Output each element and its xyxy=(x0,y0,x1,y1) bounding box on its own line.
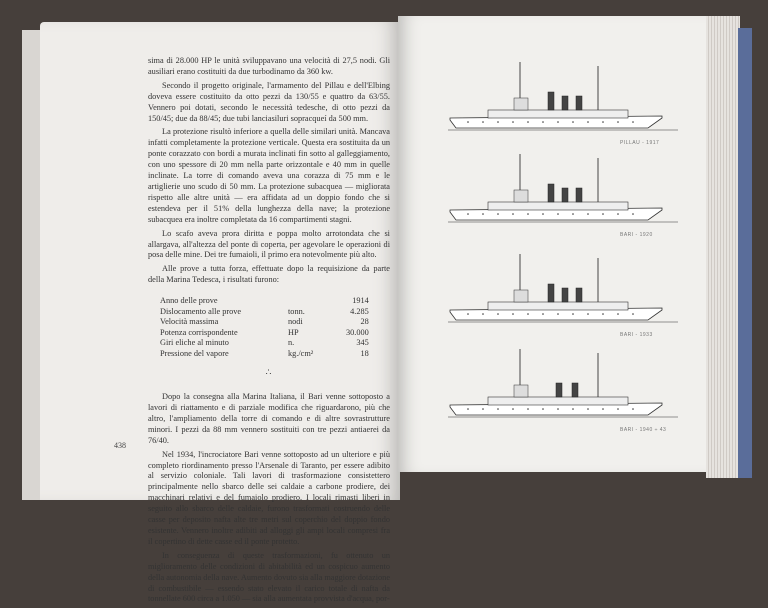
paragraph: sima di 28.000 HP le unità sviluppavano una velocità di 27,5 nodi. Gli ausiliari erano costituiti da due turbodinamo da 360 kw. xyxy=(148,56,390,76)
ship-profile-drawing xyxy=(448,58,688,138)
trial-unit: kg./cm² xyxy=(288,348,314,358)
book-cover-right xyxy=(738,28,752,478)
paragraph: La protezione risultò inferiore a quella delle similari unità. Mancava infatti completamente la protezione verticale. Questa era sostituita da un ponte corazzato con bordi a murata inclinati fin sotto al galleggiamento, con uno spessore di 20 mm nella parte orizzontale e 40 mm in quelle inclinate. La torre di comando aveva una corazza di 75 mm e le artiglierie uno scudo di 50 mm. La protezione subacquea — migliorata rispetto alle altre unità — era affidata ad un doppio fondo che si estendeva per il 51% della lunghezza della nave; la protezione subacquea era inoltre completata da 16 compartimenti stagni. xyxy=(148,127,390,224)
trials-row xyxy=(156,328,373,339)
paragraph: Dopo la consegna alla Marina Italiana, il Bari venne sottoposto a lavori di riattamento e di parziale modifica che riguardarono, più che altro, l'ampliamento della torre di comando e di altre sovrastrutture minori. I pezzi da 88 mm vennero sostituiti con tre pezzi antiaerei da 76/40. xyxy=(148,392,390,445)
trial-value: 1914 xyxy=(352,296,369,306)
trial-value: 30.000 xyxy=(346,327,369,337)
paragraph: Nel 1934, l'incrociatore Bari venne sottoposto ad un ulteriore e più completo riordinamento presso l'Arsenale di Taranto, per essere adibito al servizio coloniale. Tali lavori di trasformazione consistettero principalmente nello sbarco delle sei caldaie a carbone prodiere, dei macchinari relativi e del fumaiolo prodiero. I locali rimasti liberi in seguito allo sbarco delle caldaie, furono trasformati costruendo delle casse per deposito nafta alte tre metri sul coperchio del doppio fondo esistente. Vennero inoltre adibiti ad alloggi gli ampi locali compresi fra il copertino di dette casse ed il ponte protetto. xyxy=(148,449,390,546)
trial-unit: n. xyxy=(288,338,295,348)
trials-row xyxy=(156,338,373,349)
figure-caption: BARI - 1920 xyxy=(620,232,653,238)
paragraph: Alle prove a tutta forza, effettuate dopo la requisizione da parte della Marina Tedesca, i risultati furono: xyxy=(148,264,390,285)
trials-table xyxy=(156,296,373,359)
ship-profile-drawing xyxy=(448,345,688,425)
paragraph: In conseguenza di queste trasformazioni, fu ottenuto un miglioramento delle condizioni di abitabilità ed un cospicuo aumento della autonomia della nave. Aumento dovuto sia alla maggiore dotazione di combustibile — essendo stato elevato il carico totale di nafta da tonnellate 600 circa a 1.050 — sia alla aumentata provvista d'acqua, por- xyxy=(148,550,390,604)
figure-caption: BARI - 1940 ÷ 43 xyxy=(620,427,667,433)
page-number: 438 xyxy=(114,441,126,450)
page-edges xyxy=(706,16,740,478)
trial-unit: nodi xyxy=(288,317,303,327)
trial-label: Giri eliche al minuto xyxy=(160,338,229,348)
trial-unit: HP xyxy=(288,327,299,337)
paragraph: Secondo il progetto originale, l'armamento del Pillau e dell'Elbing doveva essere costituito da otto pezzi da 130/55 e quattro da 63/55. Vennero poi dotati, secondo le necessità tedesche, di otto pezzi da 150/45; due da 88/45; due tubi lanciasiluri sopracqueí da 500 mm. xyxy=(148,80,390,123)
trial-label: Potenza corrispondente xyxy=(160,327,238,337)
trial-label: Dislocamento alle prove xyxy=(160,306,242,316)
figure-caption: BARI - 1933 xyxy=(620,332,653,338)
trial-label: Anno delle prove xyxy=(160,296,218,306)
trial-value: 345 xyxy=(356,338,369,348)
section-separator: ∴ xyxy=(265,367,273,378)
trial-value: 18 xyxy=(360,348,369,358)
figure-caption: PILLAU - 1917 xyxy=(620,140,660,146)
ship-profile-drawing xyxy=(448,150,688,230)
trials-row xyxy=(156,307,373,318)
trials-row xyxy=(156,317,373,328)
trial-label: Pressione del vapore xyxy=(160,348,229,358)
left-page-text xyxy=(148,56,390,608)
trial-label: Velocità massima xyxy=(160,317,219,327)
trials-row xyxy=(156,349,373,360)
trial-unit: tonn. xyxy=(288,306,305,316)
paragraph: Lo scafo aveva prora diritta e poppa molto arrotondata che si allargava, all'altezza del ponte di coperta, per agevolare le operazioni di posa delle mine. Dei tre fumaioli, il primo era notevolmente più alto. xyxy=(148,228,390,260)
trial-value: 4.285 xyxy=(350,306,369,316)
trial-unit xyxy=(284,296,342,307)
trials-row xyxy=(156,296,373,307)
ship-profile-drawing xyxy=(448,250,688,330)
trial-value: 28 xyxy=(360,317,369,327)
